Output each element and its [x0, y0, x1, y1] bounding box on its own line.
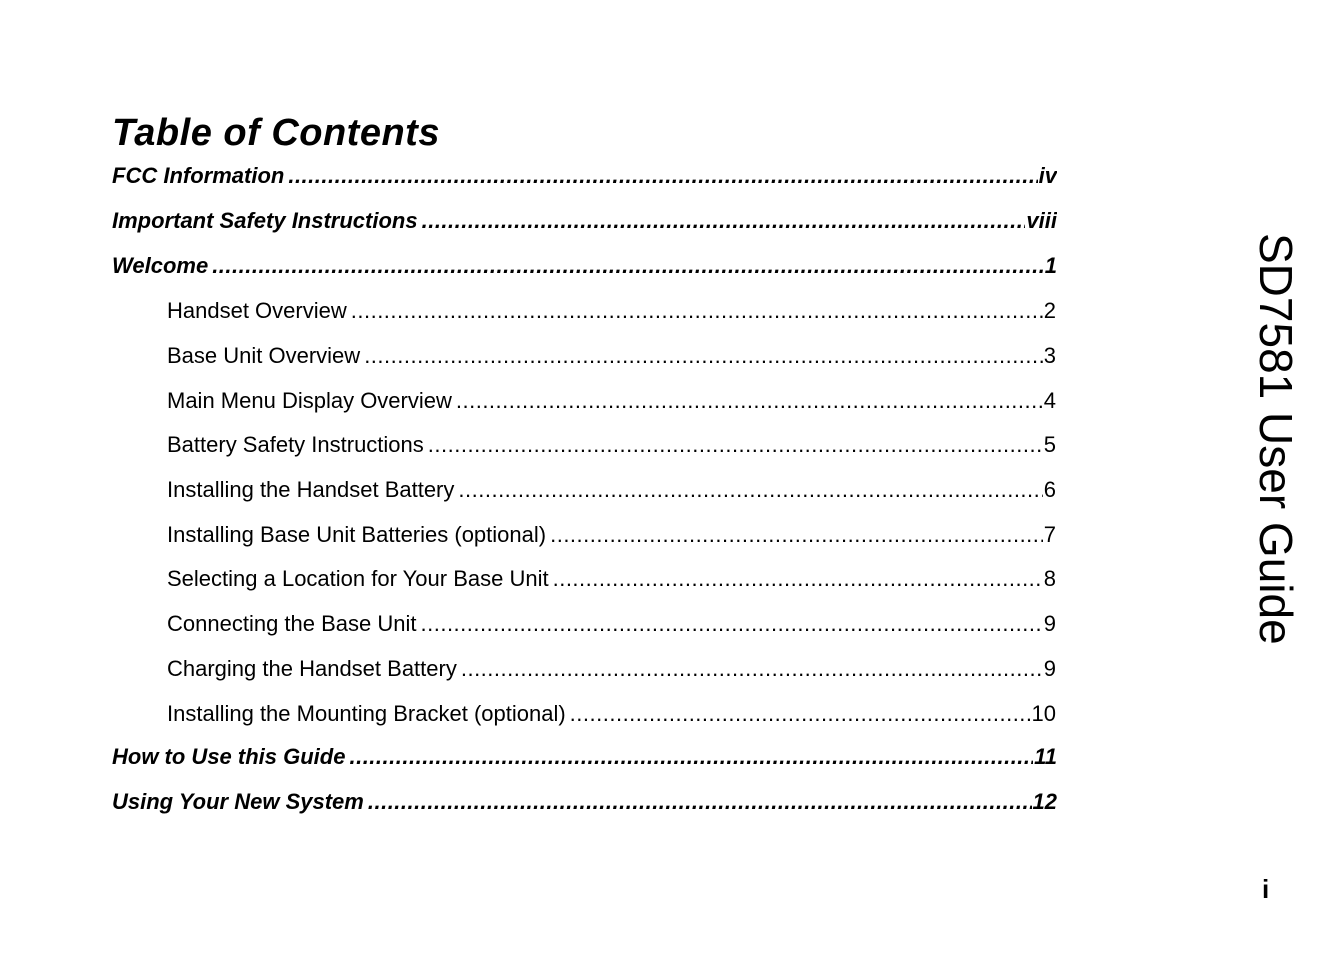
dot-leader	[461, 654, 1043, 684]
toc-entry-label: Connecting the Base Unit	[167, 611, 417, 636]
toc-entry-page: 1	[1044, 253, 1057, 278]
toc-entry-welcome[interactable]	[112, 251, 1057, 281]
toc-entry-fcc-information[interactable]	[112, 161, 1057, 191]
toc-entry-label: Base Unit Overview	[167, 343, 361, 368]
toc-entry-label: Installing Base Unit Batteries (optional)	[167, 522, 547, 547]
toc-entry-selecting-location[interactable]	[167, 564, 1056, 594]
dot-leader	[553, 564, 1043, 594]
toc-entry-label: Charging the Handset Battery	[167, 656, 457, 681]
dot-leader	[288, 161, 1037, 191]
toc-entry-page: 10	[1031, 701, 1056, 726]
toc-entry-page: 11	[1034, 744, 1057, 769]
dot-leader	[212, 251, 1044, 281]
toc-entry-label: How to Use this Guide	[112, 744, 346, 769]
toc-entry-label: Main Menu Display Overview	[167, 388, 452, 413]
toc-entry-page: 8	[1043, 566, 1056, 591]
page-title: Table of Contents	[112, 112, 440, 154]
toc-entry-important-safety-instructions[interactable]	[112, 206, 1057, 236]
toc-entry-label: Using Your New System	[112, 789, 364, 814]
side-running-title: SD7581 User Guide	[1250, 233, 1302, 645]
toc-entry-installing-handset-battery[interactable]	[167, 475, 1056, 505]
dot-leader	[351, 296, 1043, 326]
dot-leader	[550, 520, 1043, 550]
toc-entry-installing-base-unit-batteries[interactable]	[167, 520, 1056, 550]
toc-entry-main-menu-display-overview[interactable]	[167, 386, 1056, 416]
dot-leader	[458, 475, 1042, 505]
page-number: i	[1262, 874, 1270, 904]
toc-entry-label: Handset Overview	[167, 298, 347, 323]
toc-entry-label: Installing the Mounting Bracket (optional)	[167, 701, 566, 726]
toc-entry-label: Selecting a Location for Your Base Unit	[167, 566, 549, 591]
toc-entry-page: 12	[1032, 789, 1057, 814]
toc-entry-page: viii	[1026, 208, 1057, 233]
toc-entry-using-new-system[interactable]	[112, 787, 1057, 817]
toc-entry-page: iv	[1038, 163, 1057, 188]
toc-entry-page: 6	[1043, 477, 1056, 502]
dot-leader	[349, 742, 1033, 772]
toc-entry-label: Battery Safety Instructions	[167, 432, 424, 457]
toc-entry-base-unit-overview[interactable]	[167, 341, 1056, 371]
toc-entry-label: FCC Information	[112, 163, 285, 188]
dot-leader	[368, 787, 1032, 817]
toc-entry-label: Installing the Handset Battery	[167, 477, 455, 502]
dot-leader	[422, 206, 1026, 236]
dot-leader	[570, 699, 1031, 729]
toc-entry-connecting-base-unit[interactable]	[167, 609, 1056, 639]
toc-entry-page: 9	[1043, 611, 1056, 636]
toc-entry-battery-safety-instructions[interactable]	[167, 430, 1056, 460]
toc-entry-installing-mounting-bracket[interactable]	[167, 699, 1056, 729]
dot-leader	[456, 386, 1043, 416]
toc-entry-page: 2	[1043, 298, 1056, 323]
toc-entry-label: Welcome	[112, 253, 209, 278]
dot-leader	[428, 430, 1043, 460]
dot-leader	[421, 609, 1043, 639]
toc-entry-page: 5	[1043, 432, 1056, 457]
toc-entry-handset-overview[interactable]	[167, 296, 1056, 326]
toc-entry-label: Important Safety Instructions	[112, 208, 418, 233]
toc-entry-page: 3	[1043, 343, 1056, 368]
toc-entry-page: 7	[1043, 522, 1056, 547]
toc-entry-page: 4	[1043, 388, 1056, 413]
dot-leader	[364, 341, 1043, 371]
toc-entry-page: 9	[1043, 656, 1056, 681]
toc-entry-charging-handset-battery[interactable]	[167, 654, 1056, 684]
toc-entry-how-to-use-guide[interactable]	[112, 742, 1057, 772]
